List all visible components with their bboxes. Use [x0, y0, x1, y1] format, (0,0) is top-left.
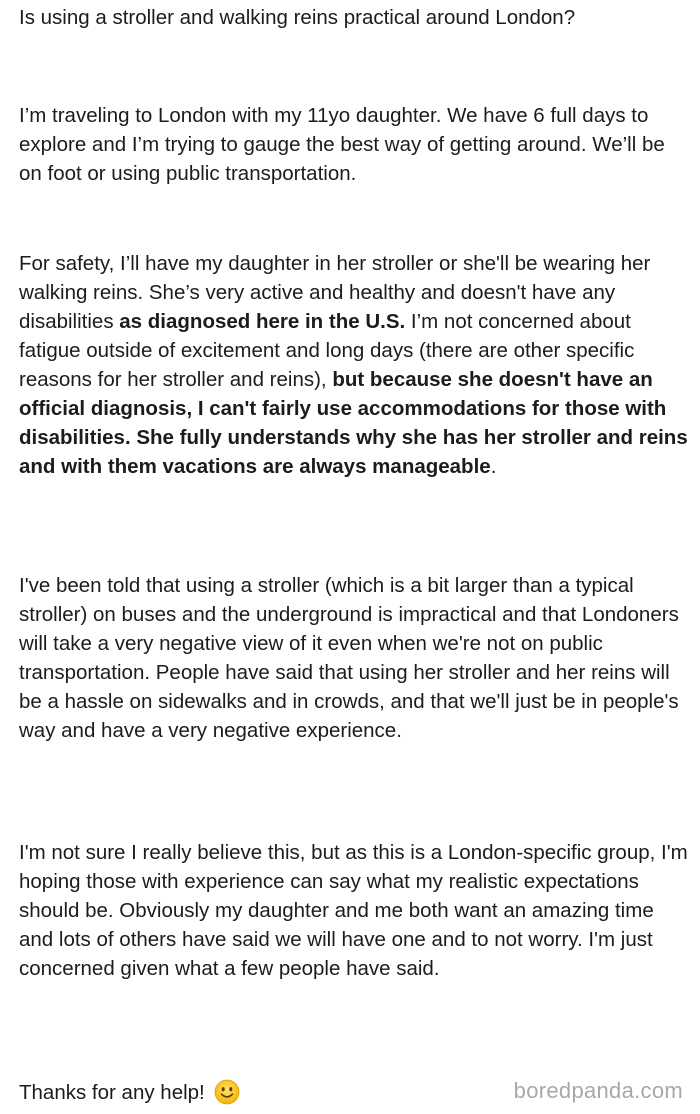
post-paragraph-2: [19, 249, 691, 481]
post-paragraph-3: I've been told that using a stroller (which is a bit larger than a typical stroller) on buses and the underground is impractical and that Londoners will take a very negative view of it even when we're not on public transportation. People have said that using her stroller and her reins will be a hassle on sidewalks and in crowds, and that we'll just be in people's way and have a very negative experience.: [19, 574, 679, 742]
thanks-line: [19, 1078, 240, 1107]
p2-text-a: For safety, I’ll have my daughter in her stroller or she'll be wearing her walking reins. She’s very active and healthy and doesn't have any disabilities: [19, 252, 651, 333]
watermark: boredpanda.com: [513, 1078, 683, 1103]
post-paragraph-4: I'm not sure I really believe this, but as this is a London-specific group, I'm hoping those with experience can say what my realistic expectations should be. Obviously my daughter and me both want an amazing time and lots of others have said we will have one and to not worry. I'm just concerned given what a few people have said.: [19, 841, 688, 980]
slightly-smiling-face-icon: [214, 1079, 240, 1105]
p2-text-c: I’m not concerned about fatigue outside of excitement and long days (there are other specific reasons for her stroller and reins),: [19, 310, 635, 391]
thanks-text: Thanks for any help!: [19, 1081, 205, 1104]
p2-text-e: .: [490, 455, 497, 478]
post-paragraph-1: I’m traveling to London with my 11yo daughter. We have 6 full days to explore and I’m trying to gauge the best way of getting around. We’ll be on foot or using public transportation.: [19, 104, 665, 185]
post-title: Is using a stroller and walking reins practical around London?: [19, 6, 576, 29]
p2-bold-accommodations: but because she doesn't have an official diagnosis, I can't fairly use accommodations for those with disabilities. She fully understands why she has her stroller and reins and with them vacations are always manageable: [19, 368, 688, 478]
p2-bold-diagnosed: as diagnosed here in the U.S.: [119, 310, 406, 333]
